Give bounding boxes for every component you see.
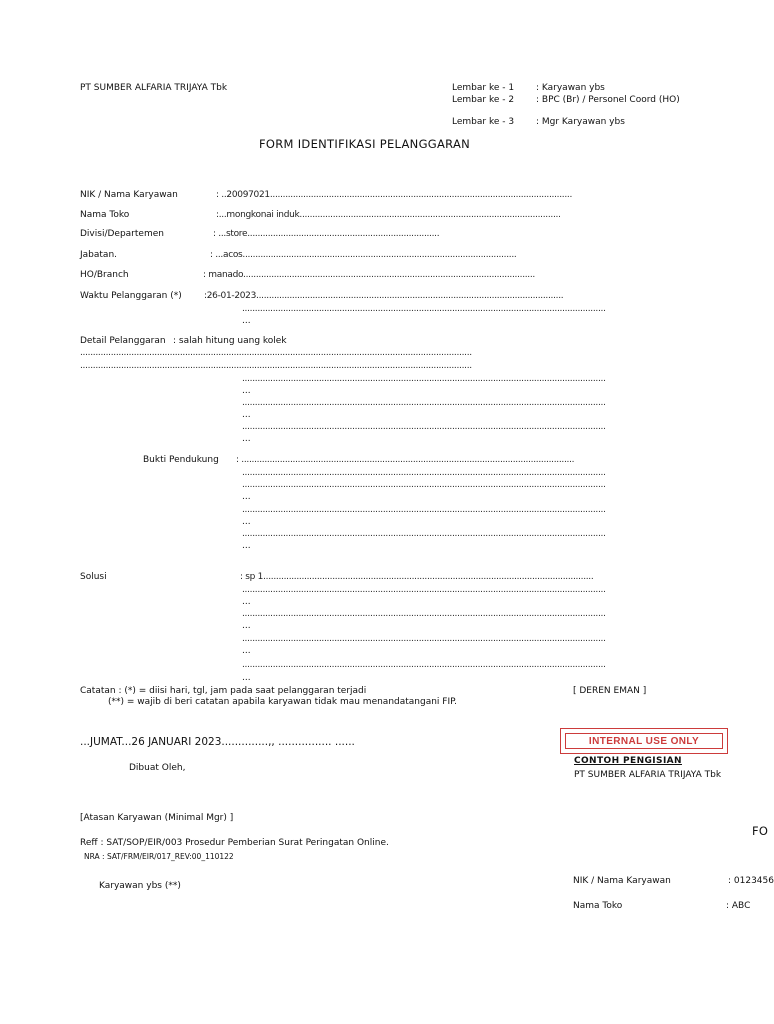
dot-line: ..............................................................................................................................................	[242, 480, 606, 490]
field-label-branch: HO/Branch	[80, 270, 129, 280]
dot-short: ...	[242, 316, 251, 326]
stamp-text: INTERNAL USE ONLY	[565, 733, 723, 749]
field-value-nama-toko: :...mongkonai induk......................................................................................................	[216, 210, 561, 220]
field-value-branch: : manado..................................................................................................................	[203, 270, 535, 280]
dot-short: ...	[242, 621, 251, 631]
example-heading: CONTOH PENGISIAN	[574, 756, 682, 766]
field-value-divisi: : ...store...........................................................................	[213, 229, 440, 239]
example-field-value-nik: : 0123456	[728, 876, 774, 886]
dot-short: ...	[242, 434, 251, 444]
dot-line: ..............................................................................................................................................	[242, 304, 606, 314]
dot-short: ...	[242, 673, 251, 683]
dot-line: ..............................................................................................................................................	[242, 398, 606, 408]
dot-line: ..............................................................................................................................................	[242, 660, 606, 670]
example-field-label-nik: NIK / Nama Karyawan	[573, 876, 671, 886]
dot-line: ..............................................................................................................................................	[242, 505, 606, 515]
field-value-waktu: :26-01-2023........................................................................................................................	[204, 291, 564, 301]
dot-short: ...	[242, 410, 251, 420]
solusi-label: Solusi	[80, 572, 107, 582]
example-field-value-toko: : ABC	[726, 901, 751, 911]
karyawan-ybs: Karyawan ybs (**)	[99, 881, 181, 891]
dot-line: ..............................................................................................................................................	[242, 468, 606, 478]
dot-short: ...	[242, 386, 251, 396]
nra-line: NRA : SAT/FRM/EIR/017_REV:00_110122	[84, 852, 234, 861]
dibuat-oleh: Dibuat Oleh,	[129, 763, 186, 773]
field-label-waktu: Waktu Pelanggaran (*)	[80, 291, 182, 301]
catatan-note-1: Catatan : (*) = diisi hari, tgl, jam pada saat pelanggaran terjadi	[80, 686, 367, 696]
sheet-3-label: Lembar ke - 3	[452, 117, 515, 127]
detail-dot-line-1: .........................................................................................................................................................	[80, 348, 472, 358]
dot-line: ..............................................................................................................................................	[242, 634, 606, 644]
dot-line: ..............................................................................................................................................	[242, 422, 606, 432]
dot-short: ...	[242, 517, 251, 527]
sheet-1-label: Lembar ke - 1	[452, 83, 515, 93]
example-title-fragment: FO	[752, 824, 769, 838]
dot-short: ...	[242, 492, 251, 502]
detail-dot-line-2: .........................................................................................................................................................	[80, 361, 472, 371]
sheet-1-value: : Karyawan ybs	[536, 83, 605, 93]
field-value-jabatan: : ...acos...........................................................................................................	[210, 250, 517, 260]
bukti-value: : ..................................................................................................................................	[236, 455, 575, 465]
detail-label: Detail Pelanggaran	[80, 336, 166, 346]
company-name: PT SUMBER ALFARIA TRIJAYA Tbk	[80, 83, 228, 93]
bracket-name: [ DEREN EMAN ]	[573, 686, 647, 696]
sheet-2-value: : BPC (Br) / Personel Coord (HO)	[536, 95, 680, 105]
date-line: ...JUMAT...26 JANUARI 2023..............,, ................ ......	[80, 736, 355, 748]
dot-short: ...	[242, 541, 251, 551]
atasan-signature: [Atasan Karyawan (Minimal Mgr) ]	[80, 813, 234, 823]
example-field-label-toko: Nama Toko	[573, 901, 623, 911]
detail-value: : salah hitung uang kolek	[173, 336, 287, 346]
field-label-nama-toko: Nama Toko	[80, 210, 130, 220]
reff-line: Reff : SAT/SOP/EIR/003 Prosedur Pemberian Surat Peringatan Online.	[80, 838, 389, 848]
solusi-value: : sp 1.................................................................................................................................	[240, 572, 594, 582]
dot-line: ..............................................................................................................................................	[242, 609, 606, 619]
form-title: FORM IDENTIFIKASI PELANGGARAN	[259, 137, 471, 151]
sheet-2-label: Lembar ke - 2	[452, 95, 515, 105]
catatan-note-2: (**) = wajib di beri catatan apabila karyawan tidak mau menandatangani FIP.	[108, 697, 458, 707]
dot-short: ...	[242, 646, 251, 656]
field-label-divisi: Divisi/Departemen	[80, 229, 164, 239]
dot-line: ..............................................................................................................................................	[242, 374, 606, 384]
field-label-nik: NIK / Nama Karyawan	[80, 190, 178, 200]
example-company: PT SUMBER ALFARIA TRIJAYA Tbk	[574, 770, 722, 780]
field-label-jabatan: Jabatan.	[80, 250, 118, 260]
dot-line: ..............................................................................................................................................	[242, 529, 606, 539]
dot-line: ..............................................................................................................................................	[242, 585, 606, 595]
sheet-3-value: : Mgr Karyawan ybs	[536, 117, 625, 127]
bukti-label: Bukti Pendukung	[143, 455, 219, 465]
field-value-nik: : ..20097021......................................................................................................................	[216, 190, 573, 200]
dot-short: ...	[242, 597, 251, 607]
internal-use-stamp	[560, 728, 728, 754]
